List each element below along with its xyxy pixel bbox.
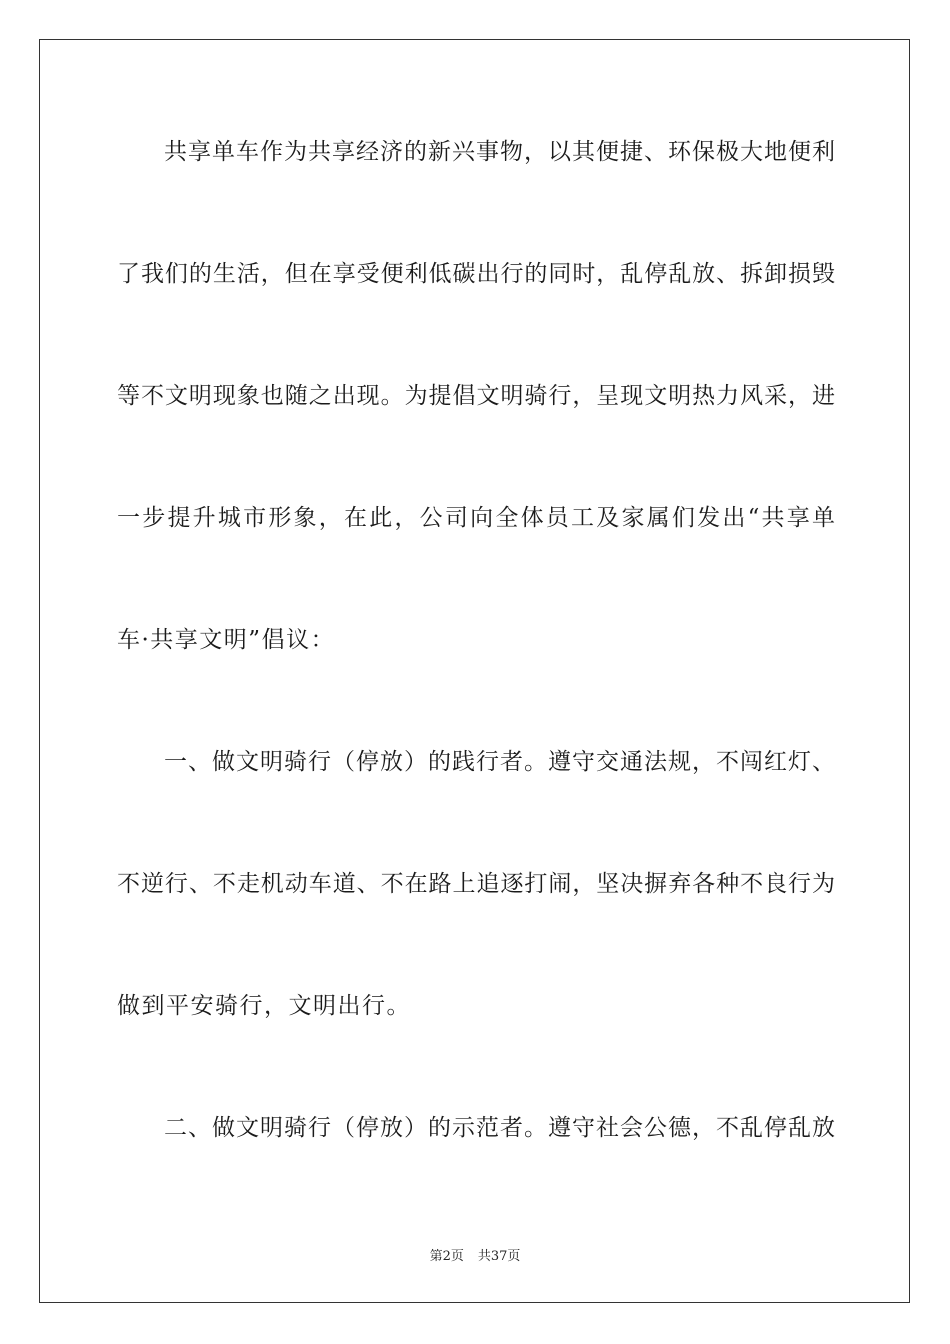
paragraph-2-line-1: 一、做文明骑行（停放）的践行者。遵守交通法规，不闯红灯、 xyxy=(164,749,835,775)
page-footer xyxy=(0,1248,950,1266)
paragraph-1-line-2: 了我们的生活，但在享受便利低碳出行的同时，乱停乱放、拆卸损毁 xyxy=(117,261,835,287)
paragraph-1-line-5: 车·共享文明”倡议： xyxy=(117,627,336,653)
paragraph-2-line-2: 不逆行、不走机动车道、不在路上追逐打闹，坚决摒弃各种不良行为 xyxy=(117,871,835,897)
paragraph-1-line-1: 共享单车作为共享经济的新兴事物，以其便捷、环保极大地便利 xyxy=(164,139,835,165)
paragraph-1-line-3: 等不文明现象也随之出现。为提倡文明骑行，呈现文明热力风采，进 xyxy=(117,383,835,409)
paragraph-3-line-1: 二、做文明骑行（停放）的示范者。遵守社会公德，不乱停乱放 xyxy=(164,1115,835,1141)
total-pages: 共37页 xyxy=(477,1249,521,1264)
paragraph-2-line-3: 做到平安骑行，文明出行。 xyxy=(117,993,411,1019)
paragraph-1-line-4: 一步提升城市形象，在此，公司向全体员工及家属们发出“共享单 xyxy=(117,505,835,531)
page-number: 第2页 xyxy=(429,1249,464,1264)
